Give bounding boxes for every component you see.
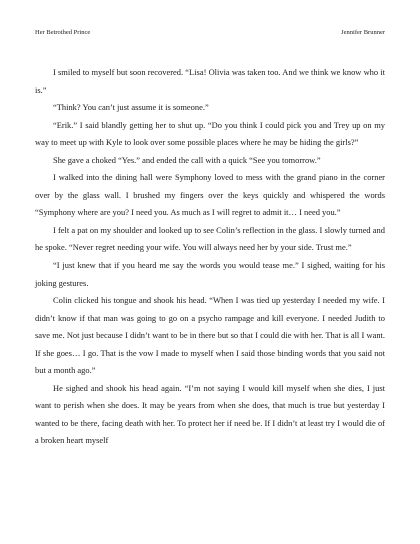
paragraph: Colin clicked his tongue and shook his head. “When I was tied up yesterday I needed my wife. I didn’t know if that man was going to go on a psycho rampage and kill everyone. I needed Judith to save me. Not just because I didn’t want to be in there but so that I could die with her. That is all I want. If she goes… I go. That is the vow I made to myself when I said those binding words that you said not but a month ago.” [35, 295, 385, 376]
body-text [35, 64, 385, 450]
paragraph: “I just knew that if you heard me say the words you would tease me.” I sighed, waiting for his joking gestures. [35, 260, 385, 288]
paragraph: “Think? You can’t just assume it is someone.” [53, 102, 209, 113]
paragraph: I walked into the dining hall were Symphony loved to mess with the grand piano in the corner over by the glass wall. I brushed my fingers over the keys quickly and whispered the words “Symphony where are you? I need you. As much as I will regret to admit it… I need you.” [35, 172, 385, 218]
header-book-title: Her Betrothed Prince [35, 29, 91, 36]
running-header [35, 28, 385, 38]
paragraph: I smiled to myself but soon recovered. “Lisa! Olivia was taken too. And we think we know who it is.” [35, 67, 385, 95]
paragraph: I felt a pat on my shoulder and looked up to see Colin’s reflection in the glass. I slowly turned and he spoke. “Never regret needing your wife. You will always need her by your side. Trust me.” [35, 224, 385, 253]
paragraph: He sighed and shook his head again. “I’m not saying I would kill myself when she dies, I just want to perish when she does. It may be years from when she does, that much is true but yesterday I wanted to be there, facing death with her. To protect her if need be. If I didn’t at least try I would die of a broken heart myself [35, 382, 385, 446]
header-author: Jennifer Brunner [341, 29, 385, 36]
paragraph: “Erik.” I said blandly getting her to shut up. “Do you think I could pick you and Trey up on my way to meet up with Kyle to look over some possible places where he may be hiding the girls?” [35, 119, 385, 148]
paragraph: She gave a choked “Yes.” and ended the call with a quick “See you tomorrow.” [53, 154, 321, 165]
